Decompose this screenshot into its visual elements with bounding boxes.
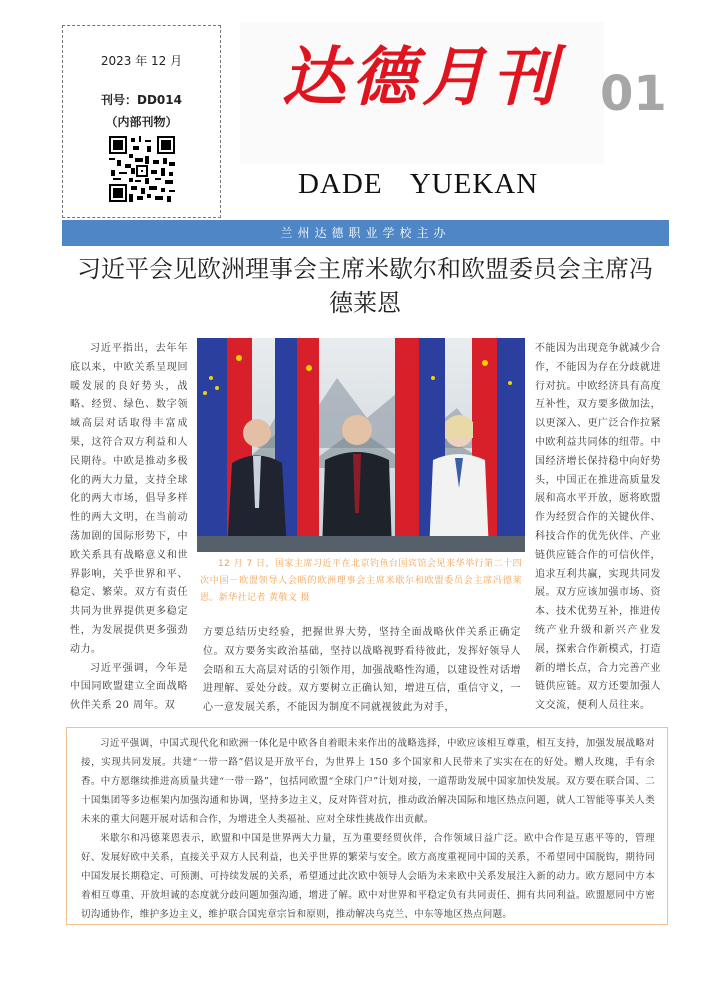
article-paragraph: 习近平指出，去年年底以来，中欧关系呈现回暖发展的良好势头，战略、经贸、绿色、数字领域高层对话取得丰富成果，这符合双方利益和人民期待。中欧是推动多极化的两大力量，支持全球化的两大市场，倡导多样性的两大文明，在当前动荡加剧的国际形势下，中欧关系具有战略意义和世界影响，关乎世界和平、稳定、繁荣。双方有责任共同为世界提供更多稳定性，为发展提供更多强劲动力。: [70, 343, 188, 655]
sponsor-banner: 兰州达德职业学校主办: [62, 220, 669, 246]
issue-number: 01: [600, 66, 667, 122]
publication-title: 达德月刊: [282, 40, 562, 115]
meeting-photo-illustration: [197, 338, 525, 552]
article-paragraph: 方要总结历史经验，把握世界大势，坚持全面战略伙伴关系正确定位。双方要务实政治基础，坚持以战略视野看待彼此，发挥好领导人会晤和五大高层对话的引领作用，加强战略性沟通，以建设性对话增进理解、妥处分歧。双方要树立正确认知，增进互信，重信守义，一心一意发展关系，不能因为制度不同就视彼此为对手，: [203, 627, 521, 714]
masthead-title-block: [240, 22, 604, 164]
internal-publication-note: （内部刊物）: [105, 115, 178, 129]
article-column-middle: [203, 624, 521, 718]
article-boxed-section: [66, 727, 668, 925]
article-column-left: [70, 340, 188, 716]
qr-code: [109, 136, 175, 202]
article-paragraph: 米歇尔和冯德莱恩表示，欧盟和中国是世界两大力量，互为重要经贸伙伴，合作领域日益广泛。欧中合作是互惠平等的，管理好、发展好欧中关系，直接关乎双方人民利益，也关乎世界的繁荣与安全。欧方高度重视同中国的关系，不希望同中国脱钩，期待同中国发展长期稳定、可预测、可持续发展的关系，希望通过此次欧中领导人会晤为未来欧中关系发展注入新的动力。欧方愿同中方本着相互尊重、开放坦诚的态度就分歧问题加强沟通，增进了解。欧中对世界和平稳定负有共同责任、拥有共同利益。欧盟愿同中方密切沟通协作，维护多边主义，维护联合国宪章宗旨和原则，推动解决乌克兰、中东等地区热点问题。: [81, 833, 655, 920]
news-photo: [197, 338, 525, 552]
publication-title-english: DADE YUEKAN: [298, 168, 539, 200]
issue-date: 2023 年 12 月: [100, 54, 183, 68]
article-paragraph: 不能因为出现竞争就减少合作，不能因为存在分歧就进行对抗。中欧经济具有高度互补性，双方要多做加法，以更深入、更广泛合作拉紧中欧利益共同体的纽带。中国经济增长保持稳中向好势头，中国正在推进高质量发展和高水平开放，愿将欧盟作为经贸合作的关键伙伴、科技合作的优先伙伴、产业链供应链合作的可信伙伴，追求互利共赢，实现共同发展。双方应该加强市场、资本、技术优势互补，推进传统产业升级和新兴产业发展，探索合作新模式，打造新的增长点，合力完善产业链供应链。双方还要加强人文交流，便利人员往来。: [535, 343, 661, 712]
article-column-right: [535, 340, 661, 716]
photo-caption: 12 月 7 日，国家主席习近平在北京钓鱼台国宾馆会见来华举行第二十四次中国－欧盟领导人会晤的欧洲理事会主席米歇尔和欧盟委员会主席冯德莱恩。新华社记者 黄敬文 摄: [200, 559, 522, 603]
issue-info-box: [62, 25, 221, 218]
article-headline: 习近平会见欧洲理事会主席米歇尔和欧盟委员会主席冯德莱恩: [77, 255, 653, 317]
article-paragraph: 习近平强调，中国式现代化和欧洲一体化是中欧各自着眼未来作出的战略选择，中欧应该相互尊重，相互支持，加强发展战略对接，实现共同发展。共建“一带一路”倡议是开放平台，为世界上 150 多个国家和人民带来了实实在在的好处。赠人玫瑰，手有余香。中方愿继续推进高质量共建“一带一路”，包括同欧盟“全球门户”计划对接，一道帮助发展中国家加快发展。双方要在联合国、二十国集团等多边框架内加强沟通和协调，坚持多边主义，反对阵营对抗，推动政治解决国际和地区热点问题，就人工智能等事关人类未来的重大问题开展对话和合作，为增进全人类福祉、应对全球性挑战作出贡献。: [81, 738, 655, 825]
article-paragraph: 习近平强调，今年是中国同欧盟建立全面战略伙伴关系 20 周年。双: [70, 662, 188, 712]
issue-label: 刊号：DD014: [101, 93, 182, 107]
